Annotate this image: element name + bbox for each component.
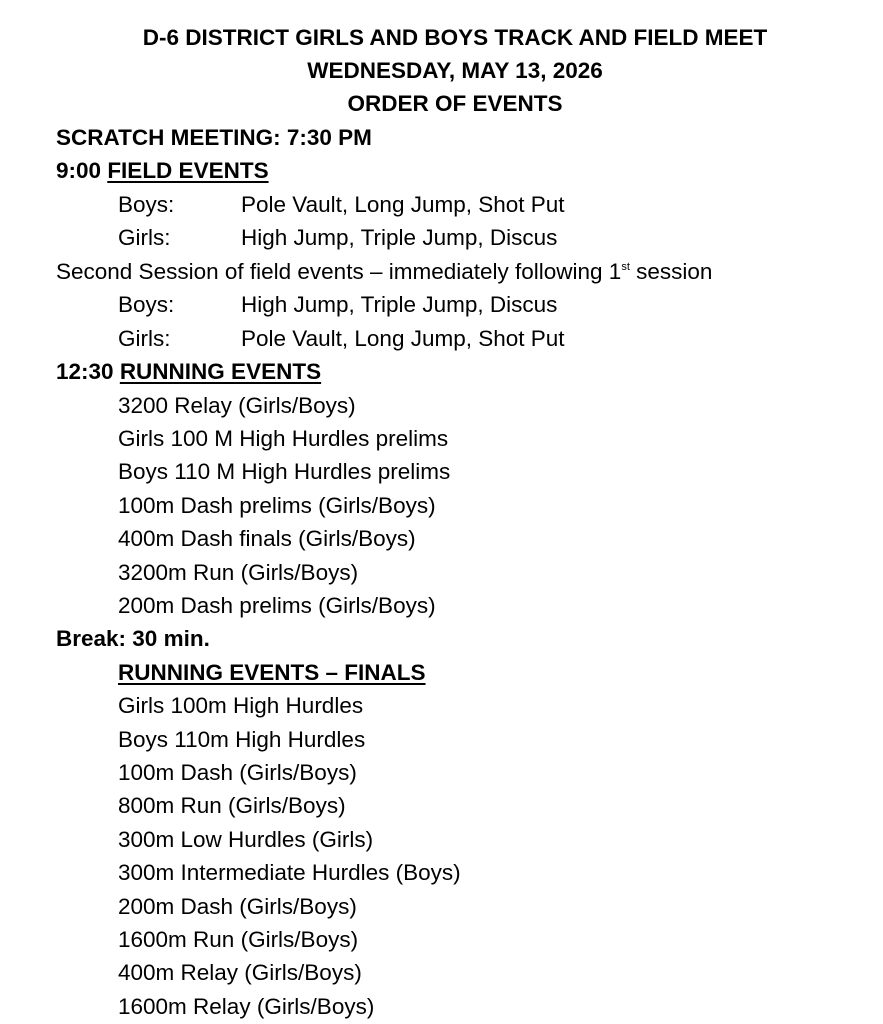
- second-session-label: [56, 258, 712, 286]
- finals-item: 300m Low Hurdles (Girls): [118, 827, 374, 852]
- second-session-boys-events: High Jump, Triple Jump, Discus: [241, 292, 558, 317]
- second-session-girls-events: Pole Vault, Long Jump, Shot Put: [241, 326, 565, 351]
- finals-item: Boys 110m High Hurdles: [118, 727, 366, 752]
- first-session-boys-group: Boys:: [118, 192, 175, 217]
- scratch-meeting: SCRATCH MEETING: 7:30 PM: [56, 125, 372, 150]
- running-event-item: Boys 110 M High Hurdles prelims: [118, 459, 451, 484]
- finals-heading: RUNNING EVENTS – FINALS: [118, 660, 426, 685]
- field-events-header: [56, 157, 269, 185]
- finals-item: 400m Relay (Girls/Boys): [118, 960, 362, 985]
- field-events-heading: FIELD EVENTS: [107, 158, 269, 183]
- finals-item: 300m Intermediate Hurdles (Boys): [118, 860, 461, 885]
- running-event-item: 200m Dash prelims (Girls/Boys): [118, 593, 436, 618]
- field-events-time: 9:00: [56, 158, 102, 183]
- second-session-boys-group: Boys:: [118, 292, 175, 317]
- running-events-header: [56, 358, 321, 386]
- running-events-time: 12:30: [56, 359, 114, 384]
- running-event-item: 3200 Relay (Girls/Boys): [118, 393, 356, 418]
- second-session-label-sup: st: [621, 261, 630, 273]
- finals-item: 1600m Run (Girls/Boys): [118, 927, 359, 952]
- break-note: Break: 30 min.: [56, 626, 210, 651]
- second-session-girls-group: Girls:: [118, 326, 171, 351]
- first-session-girls-group: Girls:: [118, 225, 171, 250]
- first-session-girls-events: High Jump, Triple Jump, Discus: [241, 225, 558, 250]
- running-events-heading: RUNNING EVENTS: [119, 359, 322, 384]
- finals-item: 800m Run (Girls/Boys): [118, 793, 346, 818]
- second-session-label-tail: session: [629, 259, 713, 284]
- document-title: D-6 DISTRICT GIRLS AND BOYS TRACK AND FIELD MEET: [142, 25, 768, 50]
- running-event-item: Girls 100 M High Hurdles prelims: [118, 426, 449, 451]
- running-event-item: 3200m Run (Girls/Boys): [118, 560, 359, 585]
- finals-item: Girls 100m High Hurdles: [118, 693, 364, 718]
- document-subtitle: ORDER OF EVENTS: [347, 91, 563, 116]
- finals-item: 1600m Relay (Girls/Boys): [118, 994, 375, 1019]
- finals-item: 100m Dash (Girls/Boys): [118, 760, 357, 785]
- running-event-item: 400m Dash finals (Girls/Boys): [118, 526, 416, 551]
- running-event-item: 100m Dash prelims (Girls/Boys): [118, 493, 436, 518]
- finals-item: 200m Dash (Girls/Boys): [118, 894, 357, 919]
- second-session-label-text: Second Session of field events – immediately following 1: [56, 259, 622, 284]
- meet-date: WEDNESDAY, MAY 13, 2026: [307, 58, 603, 83]
- first-session-boys-events: Pole Vault, Long Jump, Shot Put: [241, 192, 565, 217]
